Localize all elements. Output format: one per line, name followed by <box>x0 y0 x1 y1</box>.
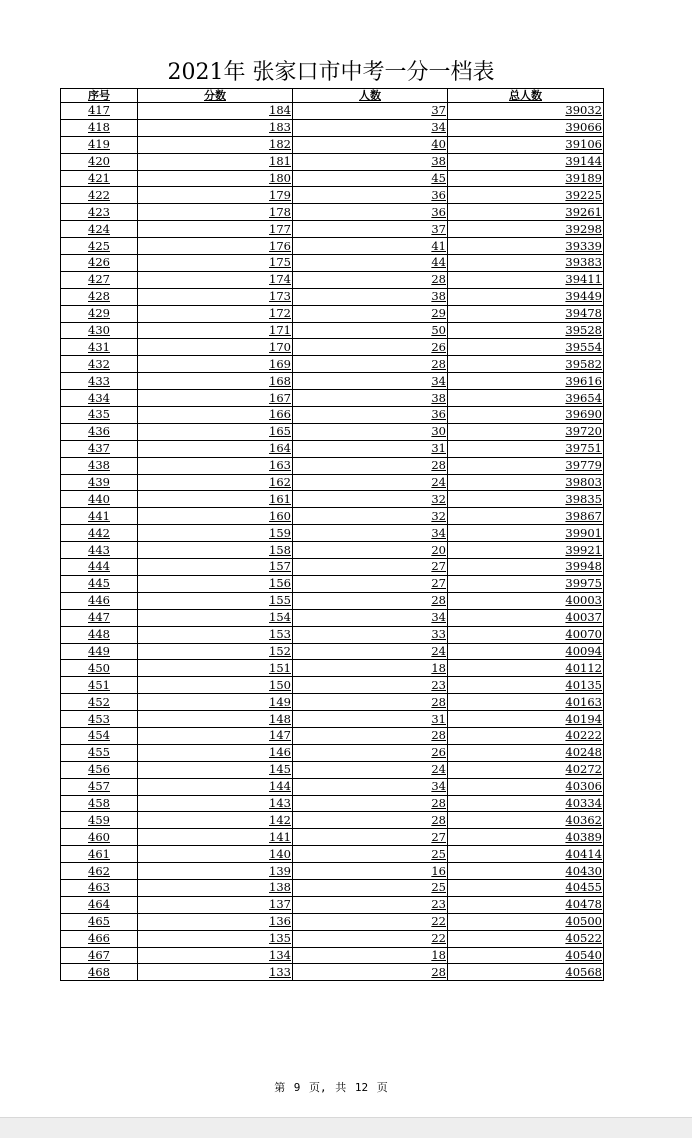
cell-total: 39779 <box>448 457 604 474</box>
cell-seq: 419 <box>61 136 138 153</box>
cell-score: 172 <box>138 305 293 322</box>
score-distribution-table <box>60 88 604 981</box>
cell-seq: 424 <box>61 221 138 238</box>
cell-total: 39948 <box>448 559 604 576</box>
cell-score: 148 <box>138 711 293 728</box>
cell-count: 28 <box>293 727 448 744</box>
cell-seq: 456 <box>61 761 138 778</box>
cell-count: 41 <box>293 238 448 255</box>
cell-count: 28 <box>293 592 448 609</box>
cell-seq: 420 <box>61 153 138 170</box>
cell-count: 37 <box>293 103 448 120</box>
cell-count: 28 <box>293 271 448 288</box>
cell-score: 147 <box>138 727 293 744</box>
cell-count: 34 <box>293 373 448 390</box>
cell-total: 40070 <box>448 626 604 643</box>
cell-score: 142 <box>138 812 293 829</box>
cell-score: 168 <box>138 373 293 390</box>
cell-score: 143 <box>138 795 293 812</box>
cell-count: 29 <box>293 305 448 322</box>
cell-total: 40112 <box>448 660 604 677</box>
cell-seq: 451 <box>61 677 138 694</box>
table-row <box>61 677 604 694</box>
cell-score: 149 <box>138 694 293 711</box>
page-title: 2021年 张家口市中考一分一档表 <box>167 60 495 85</box>
table-header-row <box>61 89 604 103</box>
cell-seq: 429 <box>61 305 138 322</box>
cell-seq: 464 <box>61 896 138 913</box>
cell-total: 39032 <box>448 103 604 120</box>
cell-seq: 438 <box>61 457 138 474</box>
cell-total: 39554 <box>448 339 604 356</box>
cell-score: 176 <box>138 238 293 255</box>
table-row <box>61 255 604 272</box>
cell-count: 24 <box>293 474 448 491</box>
table-row <box>61 896 604 913</box>
cell-total: 39478 <box>448 305 604 322</box>
table-row <box>61 913 604 930</box>
cell-total: 39298 <box>448 221 604 238</box>
cell-total: 39106 <box>448 136 604 153</box>
table-row <box>61 660 604 677</box>
cell-total: 39867 <box>448 508 604 525</box>
cell-count: 34 <box>293 119 448 136</box>
cell-seq: 467 <box>61 947 138 964</box>
cell-count: 26 <box>293 744 448 761</box>
cell-count: 38 <box>293 390 448 407</box>
table-row <box>61 170 604 187</box>
table-row <box>61 559 604 576</box>
cell-count: 25 <box>293 879 448 896</box>
cell-seq: 439 <box>61 474 138 491</box>
table-row <box>61 643 604 660</box>
cell-seq: 421 <box>61 170 138 187</box>
cell-count: 32 <box>293 491 448 508</box>
cell-count: 24 <box>293 761 448 778</box>
cell-score: 184 <box>138 103 293 120</box>
cell-total: 40478 <box>448 896 604 913</box>
cell-score: 175 <box>138 255 293 272</box>
cell-seq: 442 <box>61 525 138 542</box>
cell-count: 28 <box>293 356 448 373</box>
cell-count: 34 <box>293 525 448 542</box>
table-row <box>61 440 604 457</box>
cell-score: 163 <box>138 457 293 474</box>
table-row <box>61 288 604 305</box>
cell-seq: 427 <box>61 271 138 288</box>
table-row <box>61 525 604 542</box>
table-row <box>61 271 604 288</box>
table-row <box>61 879 604 896</box>
cell-count: 26 <box>293 339 448 356</box>
cell-total: 39803 <box>448 474 604 491</box>
page-number-footer: 第 9 页, 共 12 页 <box>274 1081 388 1094</box>
cell-count: 45 <box>293 170 448 187</box>
cell-seq: 454 <box>61 727 138 744</box>
cell-score: 157 <box>138 559 293 576</box>
cell-total: 39411 <box>448 271 604 288</box>
cell-total: 40414 <box>448 846 604 863</box>
cell-total: 39339 <box>448 238 604 255</box>
cell-score: 177 <box>138 221 293 238</box>
table-row <box>61 711 604 728</box>
table-row <box>61 575 604 592</box>
table-row <box>61 812 604 829</box>
table-row <box>61 542 604 559</box>
table-row <box>61 305 604 322</box>
cell-seq: 455 <box>61 744 138 761</box>
cell-score: 139 <box>138 863 293 880</box>
cell-count: 25 <box>293 846 448 863</box>
column-header-total: 总人数 <box>448 89 604 103</box>
cell-count: 38 <box>293 153 448 170</box>
cell-count: 20 <box>293 542 448 559</box>
cell-score: 135 <box>138 930 293 947</box>
cell-score: 134 <box>138 947 293 964</box>
cell-count: 27 <box>293 559 448 576</box>
table-row <box>61 964 604 981</box>
cell-seq: 459 <box>61 812 138 829</box>
table-row <box>61 592 604 609</box>
cell-seq: 437 <box>61 440 138 457</box>
cell-score: 178 <box>138 204 293 221</box>
table-row <box>61 423 604 440</box>
cell-total: 40500 <box>448 913 604 930</box>
cell-score: 166 <box>138 407 293 424</box>
cell-total: 40272 <box>448 761 604 778</box>
cell-score: 154 <box>138 609 293 626</box>
cell-count: 23 <box>293 896 448 913</box>
table-row <box>61 322 604 339</box>
column-header-seq: 序号 <box>61 89 138 103</box>
table-row <box>61 744 604 761</box>
column-header-score: 分数 <box>138 89 293 103</box>
cell-seq: 432 <box>61 356 138 373</box>
table-body <box>61 103 604 981</box>
cell-total: 39654 <box>448 390 604 407</box>
cell-count: 27 <box>293 575 448 592</box>
cell-total: 39189 <box>448 170 604 187</box>
cell-score: 182 <box>138 136 293 153</box>
cell-count: 28 <box>293 457 448 474</box>
cell-seq: 431 <box>61 339 138 356</box>
cell-count: 16 <box>293 863 448 880</box>
cell-total: 39066 <box>448 119 604 136</box>
cell-seq: 443 <box>61 542 138 559</box>
table-row <box>61 795 604 812</box>
table-row <box>61 373 604 390</box>
table-row <box>61 103 604 120</box>
cell-seq: 444 <box>61 559 138 576</box>
cell-total: 40362 <box>448 812 604 829</box>
cell-count: 22 <box>293 913 448 930</box>
cell-score: 137 <box>138 896 293 913</box>
cell-total: 39528 <box>448 322 604 339</box>
cell-count: 38 <box>293 288 448 305</box>
cell-total: 40389 <box>448 829 604 846</box>
cell-score: 136 <box>138 913 293 930</box>
cell-score: 155 <box>138 592 293 609</box>
column-header-count: 人数 <box>293 89 448 103</box>
table-row <box>61 204 604 221</box>
table-row <box>61 339 604 356</box>
cell-total: 40540 <box>448 947 604 964</box>
cell-score: 138 <box>138 879 293 896</box>
table-row <box>61 829 604 846</box>
cell-score: 173 <box>138 288 293 305</box>
cell-total: 40135 <box>448 677 604 694</box>
cell-score: 156 <box>138 575 293 592</box>
cell-total: 40455 <box>448 879 604 896</box>
table-row <box>61 474 604 491</box>
cell-score: 165 <box>138 423 293 440</box>
cell-score: 153 <box>138 626 293 643</box>
cell-total: 40568 <box>448 964 604 981</box>
cell-seq: 453 <box>61 711 138 728</box>
cell-score: 158 <box>138 542 293 559</box>
cell-seq: 449 <box>61 643 138 660</box>
cell-total: 40306 <box>448 778 604 795</box>
cell-seq: 436 <box>61 423 138 440</box>
cell-count: 37 <box>293 221 448 238</box>
cell-seq: 423 <box>61 204 138 221</box>
cell-score: 152 <box>138 643 293 660</box>
cell-count: 28 <box>293 694 448 711</box>
cell-score: 161 <box>138 491 293 508</box>
cell-total: 39720 <box>448 423 604 440</box>
cell-count: 18 <box>293 947 448 964</box>
cell-seq: 441 <box>61 508 138 525</box>
cell-count: 34 <box>293 609 448 626</box>
cell-total: 39144 <box>448 153 604 170</box>
cell-score: 151 <box>138 660 293 677</box>
cell-total: 39261 <box>448 204 604 221</box>
cell-score: 160 <box>138 508 293 525</box>
cell-count: 44 <box>293 255 448 272</box>
cell-total: 39975 <box>448 575 604 592</box>
cell-total: 40222 <box>448 727 604 744</box>
cell-count: 40 <box>293 136 448 153</box>
table-row <box>61 609 604 626</box>
cell-score: 146 <box>138 744 293 761</box>
table-row <box>61 778 604 795</box>
cell-total: 40522 <box>448 930 604 947</box>
cell-count: 18 <box>293 660 448 677</box>
cell-score: 141 <box>138 829 293 846</box>
table-row <box>61 390 604 407</box>
cell-seq: 457 <box>61 778 138 795</box>
cell-total: 39449 <box>448 288 604 305</box>
cell-total: 40430 <box>448 863 604 880</box>
cell-seq: 462 <box>61 863 138 880</box>
cell-total: 39901 <box>448 525 604 542</box>
cell-seq: 452 <box>61 694 138 711</box>
cell-score: 171 <box>138 322 293 339</box>
cell-total: 39582 <box>448 356 604 373</box>
cell-score: 133 <box>138 964 293 981</box>
cell-score: 144 <box>138 778 293 795</box>
cell-total: 39690 <box>448 407 604 424</box>
table-row <box>61 491 604 508</box>
table-row <box>61 761 604 778</box>
cell-count: 31 <box>293 440 448 457</box>
table-row <box>61 238 604 255</box>
cell-seq: 468 <box>61 964 138 981</box>
cell-count: 22 <box>293 930 448 947</box>
cell-count: 28 <box>293 964 448 981</box>
cell-score: 183 <box>138 119 293 136</box>
cell-score: 179 <box>138 187 293 204</box>
cell-score: 174 <box>138 271 293 288</box>
cell-seq: 466 <box>61 930 138 947</box>
cell-count: 28 <box>293 812 448 829</box>
cell-total: 39616 <box>448 373 604 390</box>
cell-score: 162 <box>138 474 293 491</box>
cell-seq: 418 <box>61 119 138 136</box>
cell-score: 169 <box>138 356 293 373</box>
cell-score: 159 <box>138 525 293 542</box>
cell-score: 170 <box>138 339 293 356</box>
cell-total: 40248 <box>448 744 604 761</box>
cell-total: 40037 <box>448 609 604 626</box>
table-row <box>61 221 604 238</box>
cell-count: 31 <box>293 711 448 728</box>
cell-score: 150 <box>138 677 293 694</box>
cell-seq: 461 <box>61 846 138 863</box>
cell-count: 34 <box>293 778 448 795</box>
cell-count: 36 <box>293 407 448 424</box>
cell-seq: 450 <box>61 660 138 677</box>
table-row <box>61 846 604 863</box>
cell-seq: 446 <box>61 592 138 609</box>
cell-count: 50 <box>293 322 448 339</box>
table-row <box>61 694 604 711</box>
cell-total: 40194 <box>448 711 604 728</box>
cell-seq: 430 <box>61 322 138 339</box>
cell-count: 23 <box>293 677 448 694</box>
table-row <box>61 153 604 170</box>
cell-count: 33 <box>293 626 448 643</box>
table-row <box>61 187 604 204</box>
cell-seq: 435 <box>61 407 138 424</box>
table-row <box>61 930 604 947</box>
cell-seq: 428 <box>61 288 138 305</box>
table-row <box>61 508 604 525</box>
cell-seq: 425 <box>61 238 138 255</box>
cell-total: 39835 <box>448 491 604 508</box>
cell-seq: 434 <box>61 390 138 407</box>
table-row <box>61 136 604 153</box>
table-row <box>61 119 604 136</box>
cell-count: 32 <box>293 508 448 525</box>
cell-score: 164 <box>138 440 293 457</box>
cell-seq: 433 <box>61 373 138 390</box>
cell-count: 36 <box>293 204 448 221</box>
cell-seq: 465 <box>61 913 138 930</box>
cell-seq: 426 <box>61 255 138 272</box>
cell-seq: 447 <box>61 609 138 626</box>
cell-count: 24 <box>293 643 448 660</box>
cell-total: 39383 <box>448 255 604 272</box>
cell-total: 40003 <box>448 592 604 609</box>
table-row <box>61 947 604 964</box>
table-row <box>61 863 604 880</box>
cell-count: 30 <box>293 423 448 440</box>
table-row <box>61 457 604 474</box>
cell-total: 40334 <box>448 795 604 812</box>
cell-total: 40163 <box>448 694 604 711</box>
cell-score: 181 <box>138 153 293 170</box>
cell-total: 39225 <box>448 187 604 204</box>
cell-score: 180 <box>138 170 293 187</box>
table-row <box>61 626 604 643</box>
cell-seq: 460 <box>61 829 138 846</box>
table-row <box>61 407 604 424</box>
cell-seq: 458 <box>61 795 138 812</box>
cell-seq: 445 <box>61 575 138 592</box>
cell-total: 39751 <box>448 440 604 457</box>
cell-count: 36 <box>293 187 448 204</box>
cell-seq: 440 <box>61 491 138 508</box>
cell-seq: 463 <box>61 879 138 896</box>
cell-count: 28 <box>293 795 448 812</box>
table-row <box>61 727 604 744</box>
cell-score: 167 <box>138 390 293 407</box>
cell-total: 40094 <box>448 643 604 660</box>
cell-total: 39921 <box>448 542 604 559</box>
cell-seq: 448 <box>61 626 138 643</box>
cell-score: 140 <box>138 846 293 863</box>
cell-seq: 417 <box>61 103 138 120</box>
table-row <box>61 356 604 373</box>
viewer-bottom-bar <box>0 1117 692 1138</box>
cell-count: 27 <box>293 829 448 846</box>
cell-score: 145 <box>138 761 293 778</box>
cell-seq: 422 <box>61 187 138 204</box>
